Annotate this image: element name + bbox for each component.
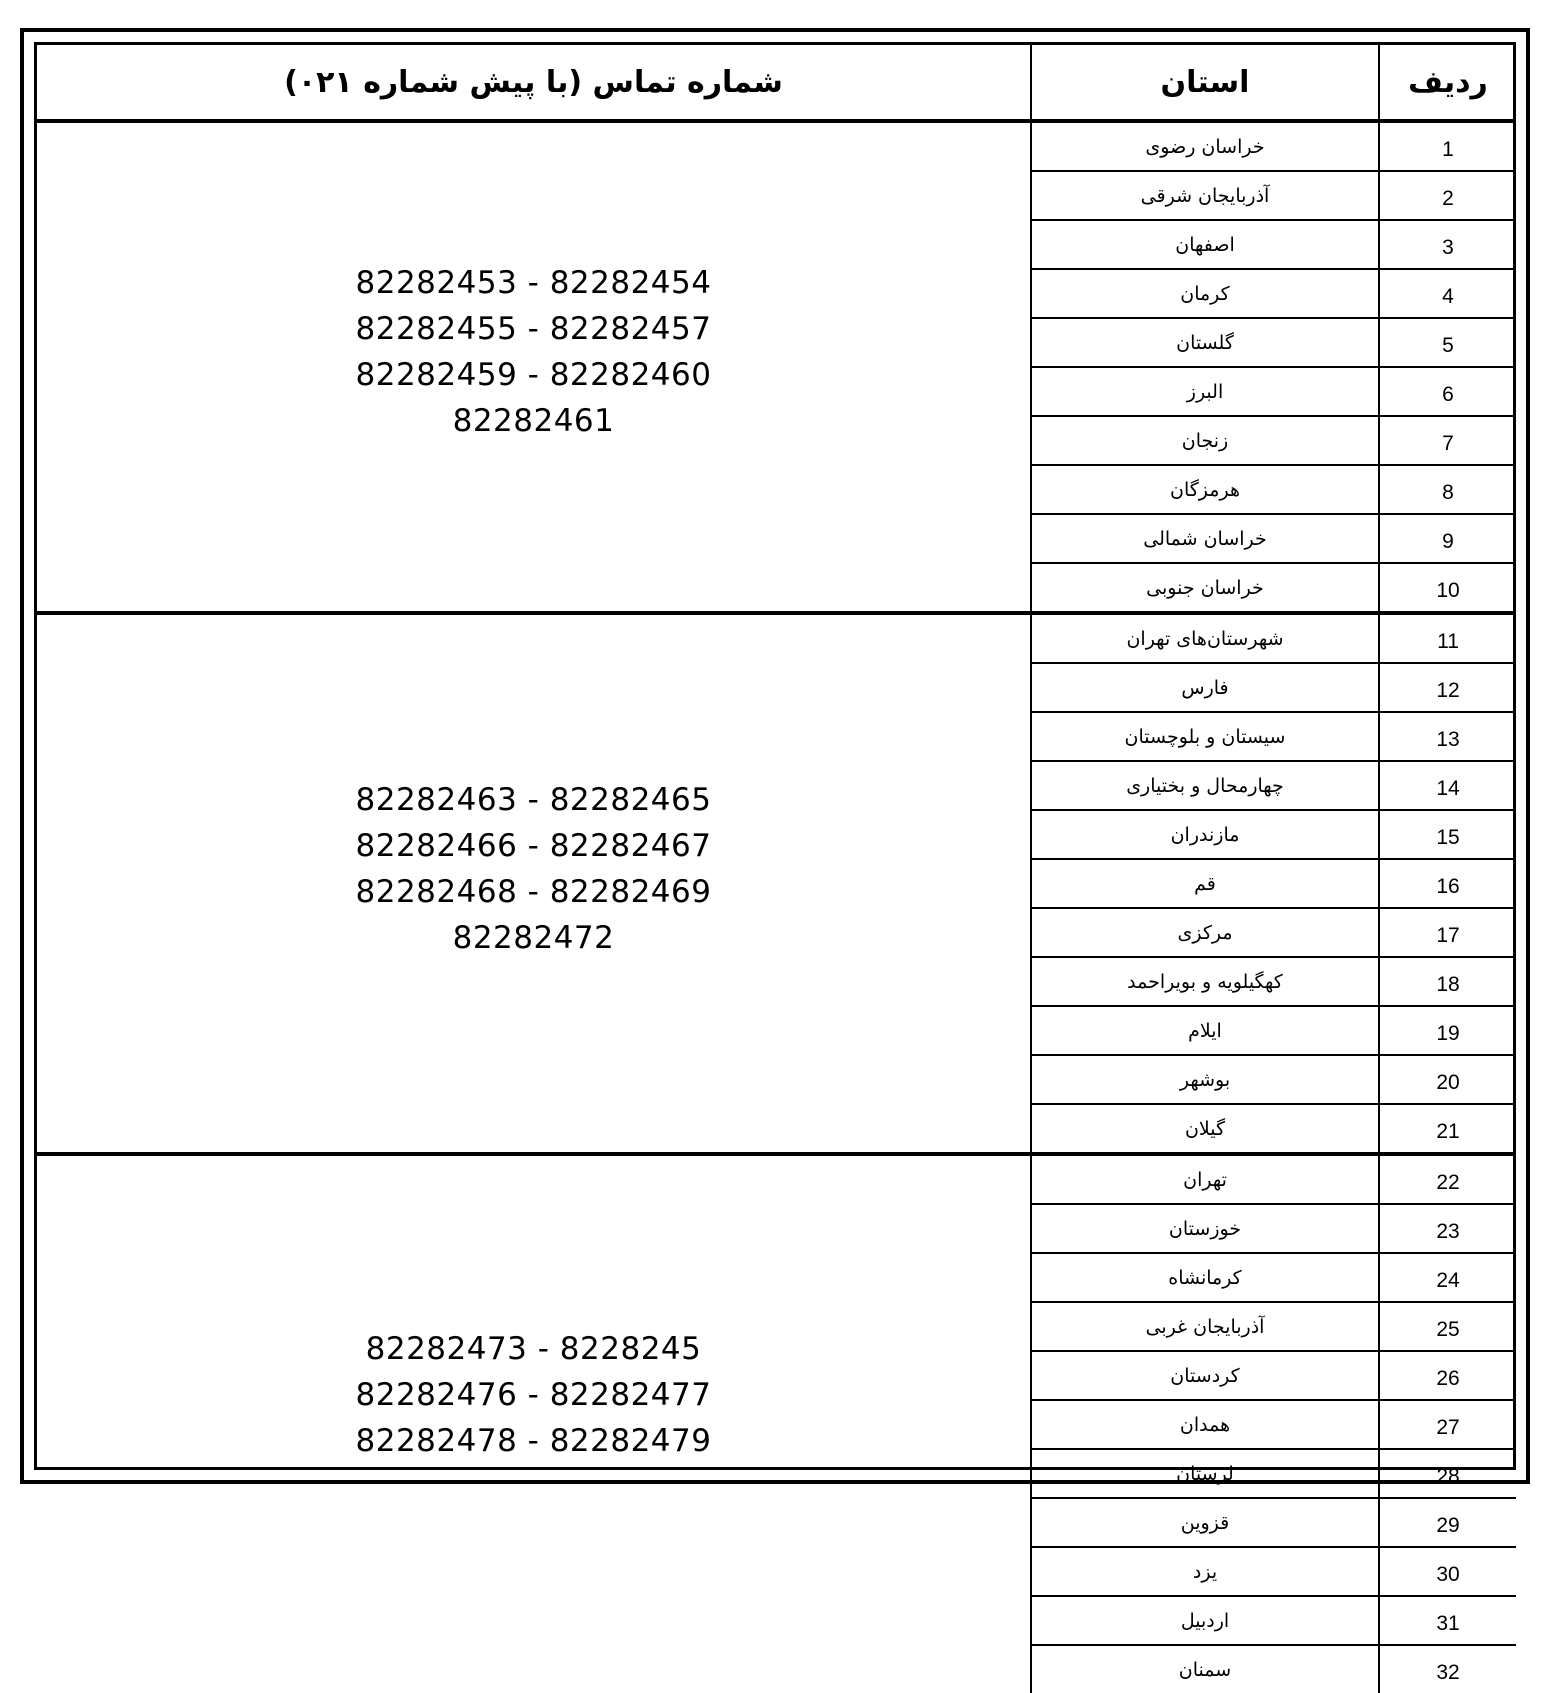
province-cell: البرز [1031, 367, 1379, 416]
province-cell: قم [1031, 859, 1379, 908]
row-number-cell: 10 [1379, 563, 1516, 613]
table-row [37, 1154, 1516, 1204]
row-number-cell: 2 [1379, 171, 1516, 220]
province-cell: آذربایجان شرقی [1031, 171, 1379, 220]
row-number-cell: 12 [1379, 663, 1516, 712]
row-number-cell: 13 [1379, 712, 1516, 761]
table-body [37, 121, 1516, 1693]
province-cell: زنجان [1031, 416, 1379, 465]
row-number-cell: 31 [1379, 1596, 1516, 1645]
row-number-cell: 21 [1379, 1104, 1516, 1154]
row-number-cell: 27 [1379, 1400, 1516, 1449]
row-number-cell: 26 [1379, 1351, 1516, 1400]
province-cell: تهران [1031, 1154, 1379, 1204]
table-row [37, 613, 1516, 663]
header-province: استان [1031, 45, 1379, 121]
header-phone: شماره تماس (با پیش شماره ۰۲۱) [37, 45, 1031, 121]
province-cell: اردبیل [1031, 1596, 1379, 1645]
province-cell: بوشهر [1031, 1055, 1379, 1104]
row-number-cell: 9 [1379, 514, 1516, 563]
row-number-cell: 25 [1379, 1302, 1516, 1351]
province-cell: خراسان شمالی [1031, 514, 1379, 563]
province-cell: سمنان [1031, 1645, 1379, 1693]
province-cell: همدان [1031, 1400, 1379, 1449]
phone-number-line: 82282461 [452, 403, 615, 439]
phone-number-line: 82282478 - 82282479 [355, 1422, 712, 1459]
province-cell: سیستان و بلوچستان [1031, 712, 1379, 761]
phone-numbers-cell [37, 1154, 1031, 1693]
row-number-cell: 8 [1379, 465, 1516, 514]
row-number-cell: 3 [1379, 220, 1516, 269]
phone-number-line: 82282453 - 82282454 [355, 265, 712, 301]
province-cell: مازندران [1031, 810, 1379, 859]
province-cell: اصفهان [1031, 220, 1379, 269]
province-cell: کردستان [1031, 1351, 1379, 1400]
province-cell: فارس [1031, 663, 1379, 712]
province-cell: چهارمحال و بختیاری [1031, 761, 1379, 810]
phone-number-line: 82282459 - 82282460 [355, 357, 712, 393]
row-number-cell: 22 [1379, 1154, 1516, 1204]
province-cell: یزد [1031, 1547, 1379, 1596]
row-number-cell: 5 [1379, 318, 1516, 367]
phone-number-line: 82282472 [452, 919, 615, 956]
table-row [37, 121, 1516, 171]
province-cell: آذربایجان غربی [1031, 1302, 1379, 1351]
row-number-cell: 11 [1379, 613, 1516, 663]
province-cell: خراسان رضوی [1031, 121, 1379, 171]
row-number-cell: 28 [1379, 1449, 1516, 1498]
row-number-cell: 6 [1379, 367, 1516, 416]
province-cell: خوزستان [1031, 1204, 1379, 1253]
province-cell: خراسان جنوبی [1031, 563, 1379, 613]
province-cell: مرکزی [1031, 908, 1379, 957]
phone-numbers-cell [37, 613, 1031, 1154]
phone-numbers-cell [37, 121, 1031, 613]
contacts-table [37, 45, 1516, 1693]
province-cell: کهگیلویه و بویراحمد [1031, 957, 1379, 1006]
row-number-cell: 14 [1379, 761, 1516, 810]
row-number-cell: 30 [1379, 1547, 1516, 1596]
province-cell: لرستان [1031, 1449, 1379, 1498]
row-number-cell: 29 [1379, 1498, 1516, 1547]
table-frame [20, 28, 1530, 1684]
row-number-cell: 16 [1379, 859, 1516, 908]
province-cell: قزوین [1031, 1498, 1379, 1547]
phone-number-line: 82282466 - 82282467 [355, 827, 712, 864]
row-number-cell: 7 [1379, 416, 1516, 465]
province-cell: ایلام [1031, 1006, 1379, 1055]
province-cell: گلستان [1031, 318, 1379, 367]
table-inner-border [34, 42, 1516, 1684]
row-number-cell: 15 [1379, 810, 1516, 859]
header-row-number: ردیف [1379, 45, 1516, 121]
row-number-cell: 1 [1379, 121, 1516, 171]
row-number-cell: 19 [1379, 1006, 1516, 1055]
province-cell: شهرستان‌های تهران [1031, 613, 1379, 663]
province-cell: هرمزگان [1031, 465, 1379, 514]
phone-number-line: 82282455 - 82282457 [355, 311, 712, 347]
row-number-cell: 18 [1379, 957, 1516, 1006]
phone-number-line: 82282473 - 8228245 [365, 1330, 702, 1367]
row-number-cell: 20 [1379, 1055, 1516, 1104]
phone-number-line: 82282476 - 82282477 [355, 1376, 712, 1413]
row-number-cell: 32 [1436, 1660, 1460, 1684]
phone-number-line: 82282463 - 82282465 [355, 781, 712, 818]
province-cell: کرمانشاه [1031, 1253, 1379, 1302]
row-number-cell: 23 [1379, 1204, 1516, 1253]
row-number-cell: 4 [1379, 269, 1516, 318]
header-row [37, 45, 1516, 121]
phone-number-line: 82282468 - 82282469 [355, 873, 712, 910]
row-number-cell: 24 [1379, 1253, 1516, 1302]
province-cell: کرمان [1031, 269, 1379, 318]
province-cell: گیلان [1031, 1104, 1379, 1154]
row-number-cell: 17 [1379, 908, 1516, 957]
